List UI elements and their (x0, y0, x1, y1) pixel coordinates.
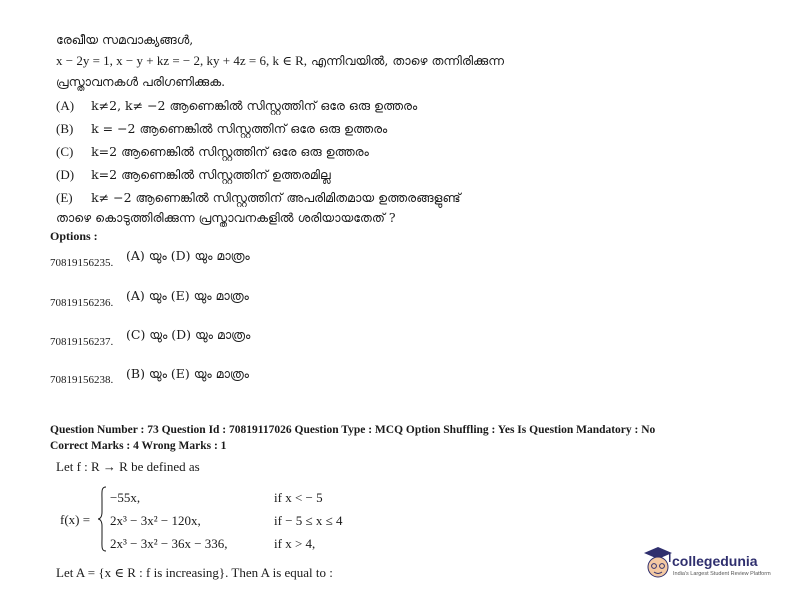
piece-expr: 2x³ − 3x² − 120x, (110, 513, 201, 528)
piece-cond: if x > 4, (274, 536, 316, 551)
equations-line (56, 53, 504, 69)
option-id: 70819156238. (50, 374, 114, 386)
option-text[interactable]: (C) യും (D) യും മാത്രം (126, 327, 251, 342)
statement-a (56, 95, 417, 114)
fx-label: f(x) = (60, 512, 91, 527)
option-text[interactable]: (A) യും (D) യും മാത്രം (126, 248, 250, 263)
statement-d (56, 164, 331, 183)
option-id: 70819156237. (50, 336, 114, 348)
equations: x − 2y = 1, x − y + kz = − 2, ky + 4z = 6, k ∈ R, (56, 53, 307, 68)
statement-letter: (A) (56, 98, 75, 113)
statement-text: k=2 ആണെങ്കിൽ സിസ്റ്റത്തിന് ഒരേ ഒരു ഉത്തരം (91, 144, 369, 159)
question-prompt: താഴെ കൊടുത്തിരിക്കുന്ന പ്രസ്താവനകളിൽ ശരിയായതേത് ? (56, 210, 396, 225)
statement-text: k=2 ആണെങ്കിൽ സിസ്റ്റത്തിന് ഉത്തരമില്ല (91, 167, 331, 182)
set-question: Let A = {x ∈ R : f is increasing}. Then A is equal to : (56, 565, 333, 580)
marks-info: Correct Marks : 4 Wrong Marks : 1 (50, 440, 227, 452)
statement-e (56, 187, 461, 206)
brand-name: collegedunia (672, 553, 758, 569)
question-meta: Question Number : 73 Question Id : 70819117026 Question Type : MCQ Option Shuffling : Yes Is Question Mandatory : No (50, 424, 656, 436)
option-id: 70819156236. (50, 297, 114, 309)
options-label: Options : (50, 229, 98, 243)
option-text[interactable]: (B) യും (E) യും മാത്രം (126, 366, 250, 381)
piece-expr: −55x, (110, 490, 141, 505)
piece-cond: if − 5 ≤ x ≤ 4 (274, 513, 343, 528)
statement-b (56, 118, 387, 137)
statement-text: k≠ −2 ആണെങ്കിൽ സിസ്റ്റത്തിന് അപരിമിതമായ ഉത്തരങ്ങളുണ്ട് (91, 190, 461, 205)
statement-letter: (B) (56, 121, 74, 136)
statement-letter: (D) (56, 167, 75, 182)
function-definition: Let f : R → R be defined as (56, 459, 200, 474)
brand-tagline: India's Largest Student Review Platform (673, 571, 771, 577)
statement-letter: (E) (56, 190, 73, 205)
left-brace-icon (97, 486, 107, 552)
option-text[interactable]: (A) യും (E) യും മാത്രം (126, 288, 249, 303)
statement-text: k = −2 ആണെങ്കിൽ സിസ്റ്റത്തിന് ഒരേ ഒരു ഉത്തരം (91, 121, 388, 136)
question-intro: രേഖീയ സമവാക്യങ്ങൾ, (56, 32, 194, 47)
instruction: പ്രസ്താവനകൾ പരിഗണിക്കുക. (56, 74, 226, 89)
statement-c (56, 141, 369, 160)
piece-cond: if x < − 5 (274, 490, 323, 505)
option-id: 70819156235. (50, 257, 114, 269)
statement-letter: (C) (56, 144, 74, 159)
statement-text: k≠2, k≠ −2 ആണെങ്കിൽ സിസ്റ്റത്തിന് ഒരേ ഒരു ഉത്തരം (91, 98, 418, 113)
piece-expr: 2x³ − 3x² − 36x − 336, (110, 536, 228, 551)
equations-suffix: എന്നിവയിൽ, താഴെ തന്നിരിക്കുന്ന (310, 53, 505, 68)
